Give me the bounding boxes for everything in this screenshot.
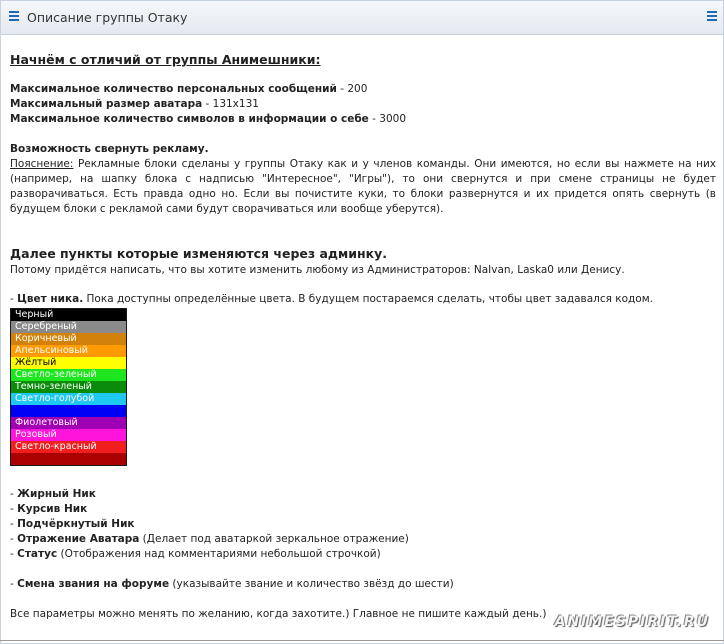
list-dash: -	[10, 548, 18, 560]
limit-row	[10, 82, 367, 97]
option-row	[10, 532, 409, 547]
ads-note	[10, 157, 716, 217]
color-swatch: Черный	[11, 309, 126, 321]
color-swatch: Светло-красный	[11, 441, 126, 453]
note-label: Пояснение:	[10, 158, 74, 170]
option-desc: (Отображения над комментариями небольшой строчкой)	[57, 548, 381, 560]
ads-heading: Возможность свернуть рекламу.	[10, 143, 209, 155]
option-row	[10, 502, 87, 517]
list-dash: -	[10, 518, 18, 530]
color-swatch: Розовый	[11, 429, 126, 441]
nick-color-row	[10, 292, 653, 307]
option-label: Курсив Ник	[17, 503, 88, 515]
color-swatch: Апельсиновый	[11, 345, 126, 357]
limit-row	[10, 97, 259, 112]
limit-label: Максимальный размер аватара	[10, 98, 203, 110]
rank-label: Смена звания на форуме	[17, 578, 170, 590]
limit-value: - 131x131	[202, 98, 259, 110]
bottom-divider	[0, 640, 724, 641]
nick-color-text: Пока доступны определённые цвета. В будущем постараемся сделать, чтобы цвет задавался кодом.	[83, 293, 653, 305]
list-dash: -	[10, 578, 18, 590]
option-row	[10, 487, 96, 502]
option-label: Жирный Ник	[17, 488, 96, 500]
limit-value: - 200	[336, 83, 368, 95]
list-dash: -	[10, 533, 18, 545]
limit-value: - 3000	[368, 113, 406, 125]
color-swatch-list	[10, 308, 127, 466]
panel-header[interactable]	[1, 1, 723, 35]
option-label: Подчёркнутый Ник	[17, 518, 135, 530]
color-swatch: Темно-красный	[11, 453, 126, 465]
expand-icon[interactable]	[707, 11, 717, 25]
rank-row	[10, 577, 454, 592]
color-swatch: Коричневый	[11, 333, 126, 345]
nick-color-label: Цвет ника.	[17, 293, 84, 305]
option-desc: (Делает под аватаркой зеркальное отражение)	[139, 533, 409, 545]
limit-label: Максимальное количество персональных сообщений	[10, 83, 337, 95]
admin-intro: Потому придётся написать, что вы хотите изменить любому из Администраторов: NaIvan, Laska0 или Денису.	[10, 264, 625, 276]
option-label: Отражение Аватара	[17, 533, 140, 545]
option-row	[10, 517, 135, 532]
color-swatch: Светло-зеленый	[11, 369, 126, 381]
color-swatch: Фиолетовый	[11, 417, 126, 429]
section-heading-differences: Начнём с отличий от группы Анимешники:	[10, 52, 321, 67]
list-dash: -	[10, 488, 18, 500]
limit-label: Максимальное количество символов в информации о себе	[10, 113, 369, 125]
rank-text: (указывайте звание и количество звёзд до шести)	[169, 578, 454, 590]
collapse-icon[interactable]	[9, 11, 19, 25]
footer-note: Все параметры можно менять по желанию, когда захотите.) Главное не пишите каждый день.)	[10, 608, 547, 620]
color-swatch: Жёлтый	[11, 357, 126, 369]
list-dash: -	[10, 293, 18, 305]
color-swatch: Темно-зеленый	[11, 381, 126, 393]
limit-row	[10, 112, 406, 127]
panel-title: Описание группы Отаку	[27, 10, 188, 25]
color-swatch: Светло-голубой	[11, 393, 126, 405]
color-swatch: Серебреный	[11, 321, 126, 333]
note-text: Рекламные блоки сделаны у группы Отаку как и у членов команды. Они имеются, но если вы нажмете на них (например, на шапку блока с надписью "Интересное", "Игры"), то они свернутся и при смене страницы не будет разворачиваться. Есть правда одно но. Если вы почистите куки, то блоки развернутся и их придется опять свернуть (в будущем блоки с рекламой сами будут сворачиваться или вообще уберутся).	[10, 158, 716, 215]
color-swatch: Синий	[11, 405, 126, 417]
site-watermark: ANIMESPIRIT.RU	[554, 614, 710, 630]
option-row	[10, 547, 381, 562]
list-dash: -	[10, 503, 18, 515]
section-heading-admin: Далее пункты которые изменяются через админку.	[10, 246, 388, 261]
option-label: Статус	[17, 548, 58, 560]
